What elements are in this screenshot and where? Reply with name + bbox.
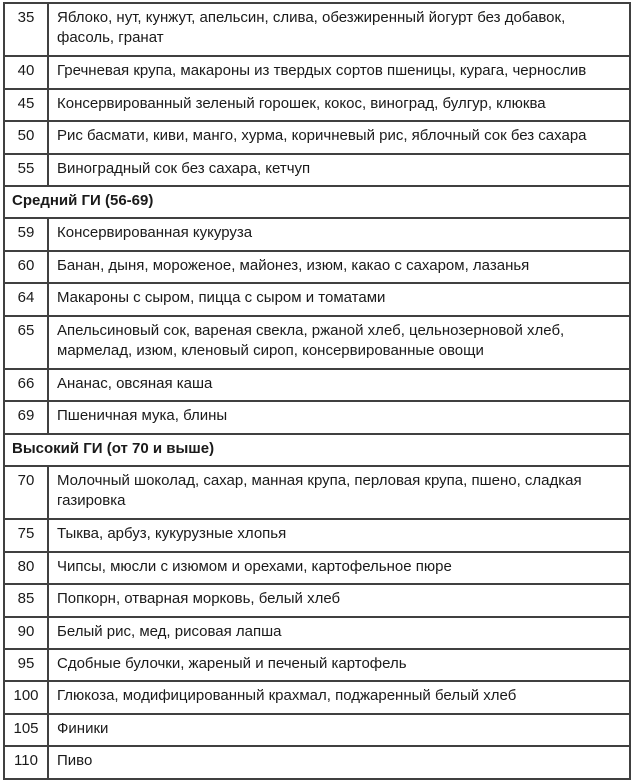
table-row [4, 316, 630, 369]
gi-value-cell: 69 [4, 401, 48, 433]
table-row [4, 584, 630, 616]
foods-cell: Финики [48, 714, 630, 746]
gi-value-cell: 40 [4, 56, 48, 88]
table-row [4, 369, 630, 401]
table-row [4, 121, 630, 153]
table-row [4, 649, 630, 681]
foods-cell: Макароны с сыром, пицца с сыром и томатами [48, 283, 630, 315]
foods-cell: Пиво [48, 746, 630, 779]
table-row [4, 251, 630, 283]
gi-value-cell: 59 [4, 218, 48, 250]
foods-cell: Гречневая крупа, макароны из твердых сортов пшеницы, курага, чернослив [48, 56, 630, 88]
gi-value-cell: 95 [4, 649, 48, 681]
foods-cell: Тыква, арбуз, кукурузные хлопья [48, 519, 630, 551]
foods-cell: Консервированная кукуруза [48, 218, 630, 250]
gi-value-cell: 45 [4, 89, 48, 121]
table-row [4, 466, 630, 519]
table-row [4, 3, 630, 56]
gi-value-cell: 90 [4, 617, 48, 649]
table-row [4, 218, 630, 250]
table-row [4, 154, 630, 186]
table-row [4, 89, 630, 121]
table-row [4, 746, 630, 779]
gi-value-cell: 70 [4, 466, 48, 519]
gi-value-cell: 65 [4, 316, 48, 369]
foods-cell: Яблоко, нут, кунжут, апельсин, слива, обезжиренный йогурт без добавок, фасоль, гранат [48, 3, 630, 56]
section-row-medium-gi [4, 186, 630, 218]
section-header-cell: Средний ГИ (56-69) [4, 186, 630, 218]
table-row [4, 714, 630, 746]
foods-cell: Рис басмати, киви, манго, хурма, коричневый рис, яблочный сок без сахара [48, 121, 630, 153]
section-header-cell: Высокий ГИ (от 70 и выше) [4, 434, 630, 466]
gi-value-cell: 85 [4, 584, 48, 616]
foods-cell: Банан, дыня, мороженое, майонез, изюм, какао с сахаром, лазанья [48, 251, 630, 283]
table-row [4, 519, 630, 551]
foods-cell: Попкорн, отварная морковь, белый хлеб [48, 584, 630, 616]
gi-value-cell: 80 [4, 552, 48, 584]
table-row [4, 401, 630, 433]
foods-cell: Белый рис, мед, рисовая лапша [48, 617, 630, 649]
gi-value-cell: 105 [4, 714, 48, 746]
table-row [4, 617, 630, 649]
gi-value-cell: 66 [4, 369, 48, 401]
gi-value-cell: 100 [4, 681, 48, 713]
foods-cell: Глюкоза, модифицированный крахмал, поджаренный белый хлеб [48, 681, 630, 713]
foods-cell: Апельсиновый сок, вареная свекла, ржаной хлеб, цельнозерновой хлеб, мармелад, изюм, кленовый сироп, консервированные овощи [48, 316, 630, 369]
gi-value-cell: 110 [4, 746, 48, 779]
gi-value-cell: 55 [4, 154, 48, 186]
foods-cell: Сдобные булочки, жареный и печеный картофель [48, 649, 630, 681]
foods-cell: Консервированный зеленый горошек, кокос, виноград, булгур, клюква [48, 89, 630, 121]
table-row [4, 552, 630, 584]
foods-cell: Ананас, овсяная каша [48, 369, 630, 401]
section-row-high-gi [4, 434, 630, 466]
gi-value-cell: 50 [4, 121, 48, 153]
table-row [4, 56, 630, 88]
table-row [4, 681, 630, 713]
gi-value-cell: 35 [4, 3, 48, 56]
foods-cell: Чипсы, мюсли с изюмом и орехами, картофельное пюре [48, 552, 630, 584]
gi-value-cell: 60 [4, 251, 48, 283]
foods-cell: Виноградный сок без сахара, кетчуп [48, 154, 630, 186]
foods-cell: Молочный шоколад, сахар, манная крупа, перловая крупа, пшено, сладкая газировка [48, 466, 630, 519]
foods-cell: Пшеничная мука, блины [48, 401, 630, 433]
gi-value-cell: 75 [4, 519, 48, 551]
gi-value-cell: 64 [4, 283, 48, 315]
glycemic-index-table [3, 2, 631, 780]
table-row [4, 283, 630, 315]
